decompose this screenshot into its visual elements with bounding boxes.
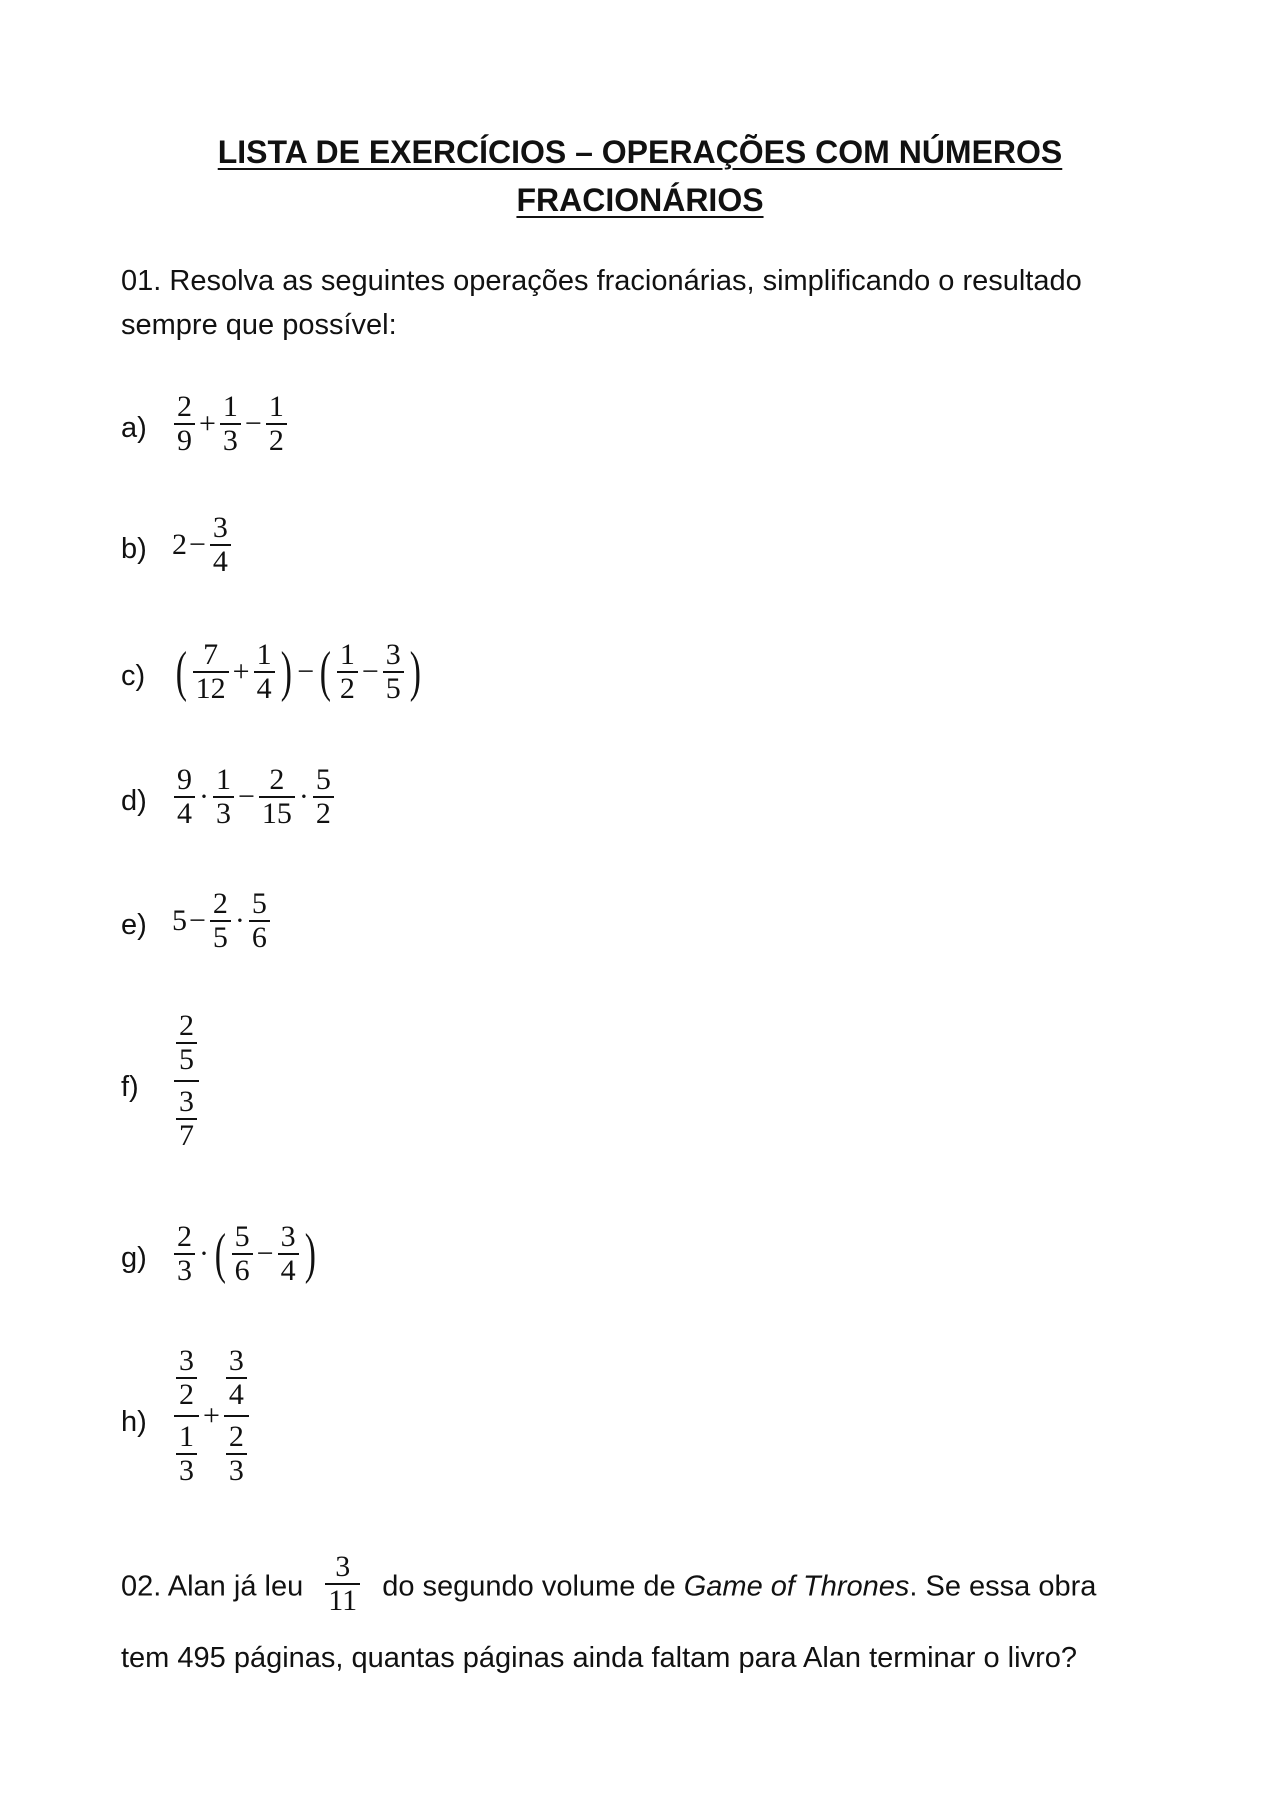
question-2-line-2: tem 495 páginas, quantas páginas ainda faltam para Alan terminar o livro? (121, 1642, 1077, 1674)
item-g-label: g) (121, 1242, 147, 1274)
item-e-expression (172, 888, 272, 954)
fraction: $\frac{5}{6}$ (249, 888, 270, 954)
left-parenthesis: ( (319, 641, 332, 703)
operator: · (199, 780, 209, 813)
item-f-label: f) (121, 1071, 139, 1103)
fraction-denominator: $\frac{2}{3}$ (226, 1421, 247, 1487)
fraction: $\frac{1}{2}$ (266, 391, 287, 457)
fraction-denominator: $\frac{3}{7}$ (176, 1086, 197, 1152)
left-parenthesis: ( (214, 1223, 226, 1285)
right-parenthesis: ) (280, 641, 292, 703)
item-a-label: a) (121, 412, 147, 444)
item-d-label: d) (121, 785, 147, 817)
item-d-expression (172, 764, 336, 830)
item-c-expression (172, 639, 424, 705)
whole-number: 5 (172, 904, 187, 937)
complex-fraction (224, 1345, 249, 1487)
complex-fraction (174, 1345, 199, 1487)
operator: − (238, 780, 255, 813)
right-parenthesis: ) (304, 1223, 316, 1285)
item-a-expression (172, 391, 289, 457)
item-b-expression (172, 512, 233, 578)
operator: − (256, 1237, 274, 1270)
title-line-1: LISTA DE EXERCÍCIOS – OPERAÇÕES COM NÚMEROS (217, 134, 1063, 170)
fraction: $\frac{1}{4}$ (254, 639, 275, 705)
fraction: $\frac{3}{4}$ (210, 512, 231, 578)
operator: − (244, 407, 262, 440)
whole-number: 2 (172, 528, 187, 561)
item-f-expression (172, 1010, 201, 1152)
left-parenthesis: ( (175, 641, 187, 703)
operator: · (199, 1237, 209, 1270)
fraction: $\frac{3}{11}$ (325, 1551, 360, 1617)
book-title: Game of Thrones (683, 1570, 910, 1603)
item-e-label: e) (121, 909, 147, 941)
question-2-line-1 (121, 1550, 1171, 1621)
question-1-text: 01. Resolva as seguintes operações fracionárias, simplificando o resultado sempre que possível: (121, 265, 1082, 341)
fraction: $\frac{1}{3}$ (213, 764, 234, 830)
fraction: $\frac{5}{2}$ (313, 764, 334, 830)
fraction: $\frac{5}{6}$ (232, 1221, 253, 1287)
operator: + (199, 407, 216, 440)
fraction: $\frac{1}{3}$ (220, 391, 241, 457)
fraction-numerator: $\frac{3}{4}$ (226, 1345, 247, 1411)
fraction: $\frac{1}{2}$ (337, 639, 358, 705)
q2-text-before: 02. Alan já leu (121, 1570, 304, 1603)
item-h-expression (172, 1345, 251, 1487)
operator: · (234, 904, 245, 937)
item-g-expression (172, 1221, 319, 1287)
fraction: $\frac{9}{4}$ (174, 764, 195, 830)
fraction-numerator: $\frac{3}{2}$ (176, 1345, 197, 1411)
operator: − (361, 655, 379, 688)
item-c-label: c) (121, 660, 146, 692)
fraction-denominator: $\frac{1}{3}$ (176, 1421, 197, 1487)
fraction: $\frac{2}{15}$ (259, 764, 295, 830)
operator: · (298, 780, 309, 813)
complex-fraction (174, 1010, 199, 1152)
title-line-2: FRACIONÁRIOS (516, 182, 764, 218)
fraction: $\frac{2}{3}$ (174, 1221, 195, 1287)
fraction: $\frac{3}{5}$ (383, 639, 404, 705)
fraction: $\frac{7}{12}$ (193, 639, 229, 705)
fraction: $\frac{2}{5}$ (210, 888, 231, 954)
fraction: $\frac{3}{4}$ (278, 1221, 299, 1287)
operator: − (189, 528, 206, 561)
operator: − (297, 655, 315, 688)
operator: − (189, 904, 206, 937)
item-h-label: h) (121, 1406, 147, 1438)
fraction: $\frac{2}{9}$ (174, 391, 195, 457)
page-title (0, 128, 1280, 224)
q2-text-middle: do segundo volume de (382, 1570, 676, 1603)
right-parenthesis: ) (409, 641, 421, 703)
operator: + (203, 1399, 220, 1432)
fraction-numerator: $\frac{2}{5}$ (176, 1010, 197, 1076)
item-b-label: b) (121, 533, 147, 565)
q2-text-after: . Se essa obra (909, 1570, 1097, 1603)
operator: + (232, 655, 250, 688)
